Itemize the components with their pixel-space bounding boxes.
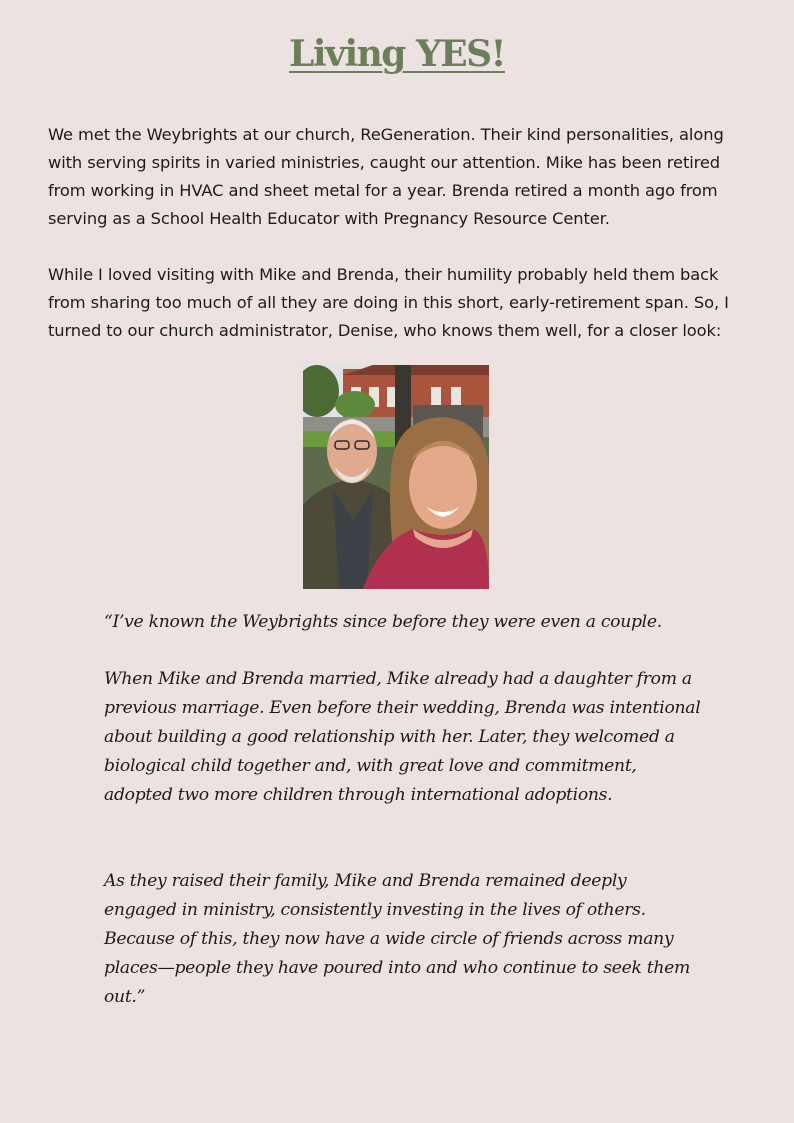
quote-paragraph-3: As they raised their family, Mike and Brenda remained deeply engaged in ministry, consistently investing in the lives of others. Because of this, they now have a wide circle of friends across many places—people they have poured into and who continue to seek them out.”: [104, 871, 691, 1007]
intro-paragraph-1: We met the Weybrights at our church, ReGeneration. Their kind personalities, along with serving spirits in varied ministries, caught our attention. Mike has been retired from working in HVAC and sheet metal for a year. Brenda retired a month ago from serving as a School Health Educator with Pregnancy Resource Center.: [48, 125, 724, 228]
article-title: Living YES!: [289, 33, 505, 75]
intro-paragraph-2: While I loved visiting with Mike and Brenda, their humility probably held them back from sharing too much of all they are doing in this short, early-retirement span. So, I turned to our church administrator, Denise, who knows them well, for a closer look:: [48, 265, 729, 340]
quote-paragraph-2: When Mike and Brenda married, Mike already had a daughter from a previous marriage. Even before their wedding, Brenda was intentional about building a good relationship with her. Later, they welcomed a biological child together and, with great love and commitment, adopted two more children through international adoptions.: [104, 669, 701, 805]
couple-selfie-photo: [303, 365, 489, 589]
quote-paragraph-1: “I’ve known the Weybrights since before they were even a couple.: [104, 612, 662, 632]
